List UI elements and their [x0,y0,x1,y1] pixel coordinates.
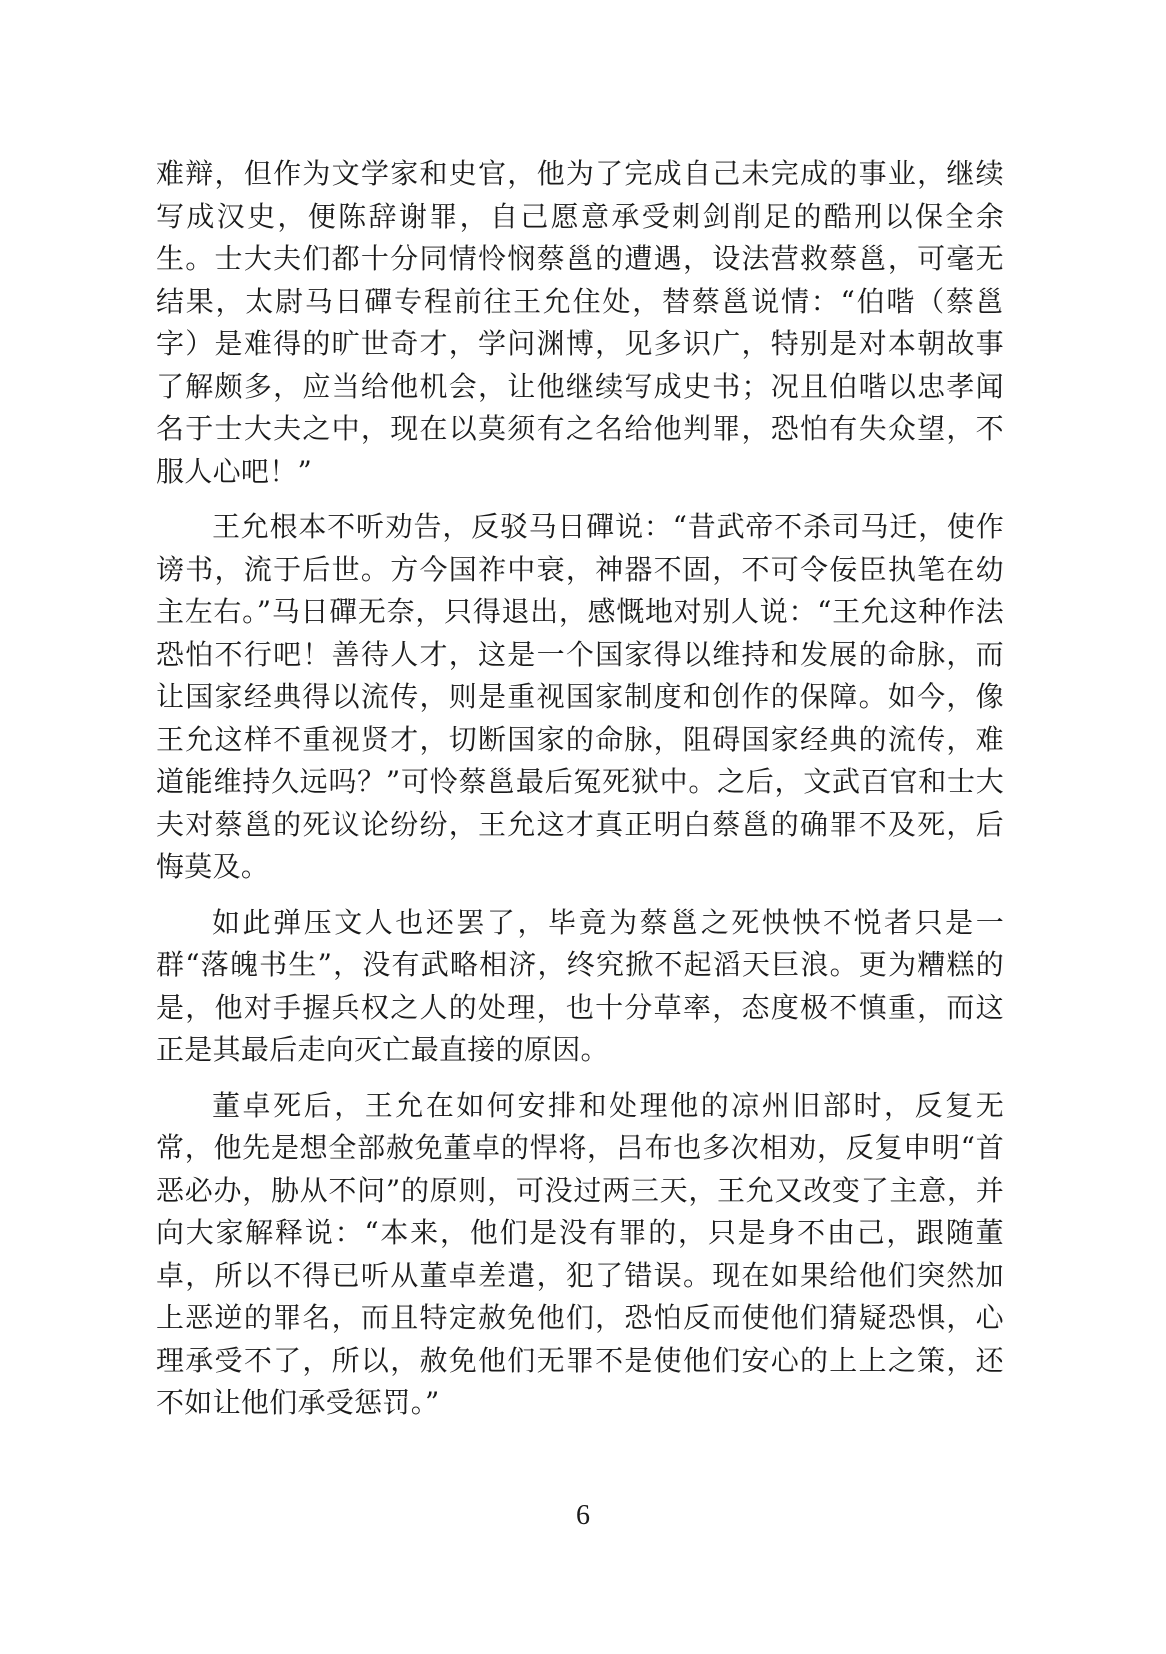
paragraph-4: 董卓死后，王允在如何安排和处理他的凉州旧部时，反复无常，他先是想全部赦免董卓的悍将，吕布也多次相劝，反复申明“首恶必办，胁从不问”的原则，可没过两三天，王允又改变了主意，并向大家解释说：“本来，他们是没有罪的，只是身不由己，跟随董卓，所以不得已听从董卓差遣，犯了错误。现在如果给他们突然加上恶逆的罪名，而且特定赦免他们，恐怕反而使他们猜疑恐惧，心理承受不了，所以，赦免他们无罪不是使他们安心的上上之策，还不如让他们承受惩罚。” [156,1088,1004,1419]
page-number: 6 [576,1500,590,1531]
paragraph-1: 难辩，但作为文学家和史官，他为了完成自己未完成的事业，继续写成汉史，便陈辞谢罪，自己愿意承受刺剑削足的酷刑以保全余生。士大夫们都十分同情怜悯蔡邕的遭遇，设法营救蔡邕，可毫无结果，太尉马日磾专程前往王允住处，替蔡邕说情：“伯喈（蔡邕字）是难得的旷世奇才，学问渊博，见多识广，特别是对本朝故事了解颇多，应当给他机会，让他继续写成史书；况且伯喈以忠孝闻名于士大夫之中，现在以莫须有之名给他判罪，恐怕有失众望，不服人心吧！” [156,157,1004,488]
body-text [156,153,1004,1438]
paragraph-2: 王允根本不听劝告，反驳马日磾说：“昔武帝不杀司马迁，使作谤书，流于后世。方今国祚中衰，神器不固，不可令佞臣执笔在幼主左右。”马日磾无奈，只得退出，感慨地对别人说：“王允这种作法恐怕不行吧！善待人才，这是一个国家得以维持和发展的命脉，而让国家经典得以流传，则是重视国家制度和创作的保障。如今，像王允这样不重视贤才，切断国家的命脉，阻碍国家经典的流传，难道能维持久远吗？”可怜蔡邕最后冤死狱中。之后，文武百官和士大夫对蔡邕的死议论纷纷，王允这才真正明白蔡邕的确罪不及死，后悔莫及。 [156,510,1004,883]
paragraph-3: 如此弹压文人也还罢了，毕竟为蔡邕之死怏怏不悦者只是一群“落魄书生”，没有武略相济，终究掀不起滔天巨浪。更为糟糕的是，他对手握兵权之人的处理，也十分草率，态度极不慎重，而这正是其最后走向灭亡最直接的原因。 [156,905,1004,1066]
